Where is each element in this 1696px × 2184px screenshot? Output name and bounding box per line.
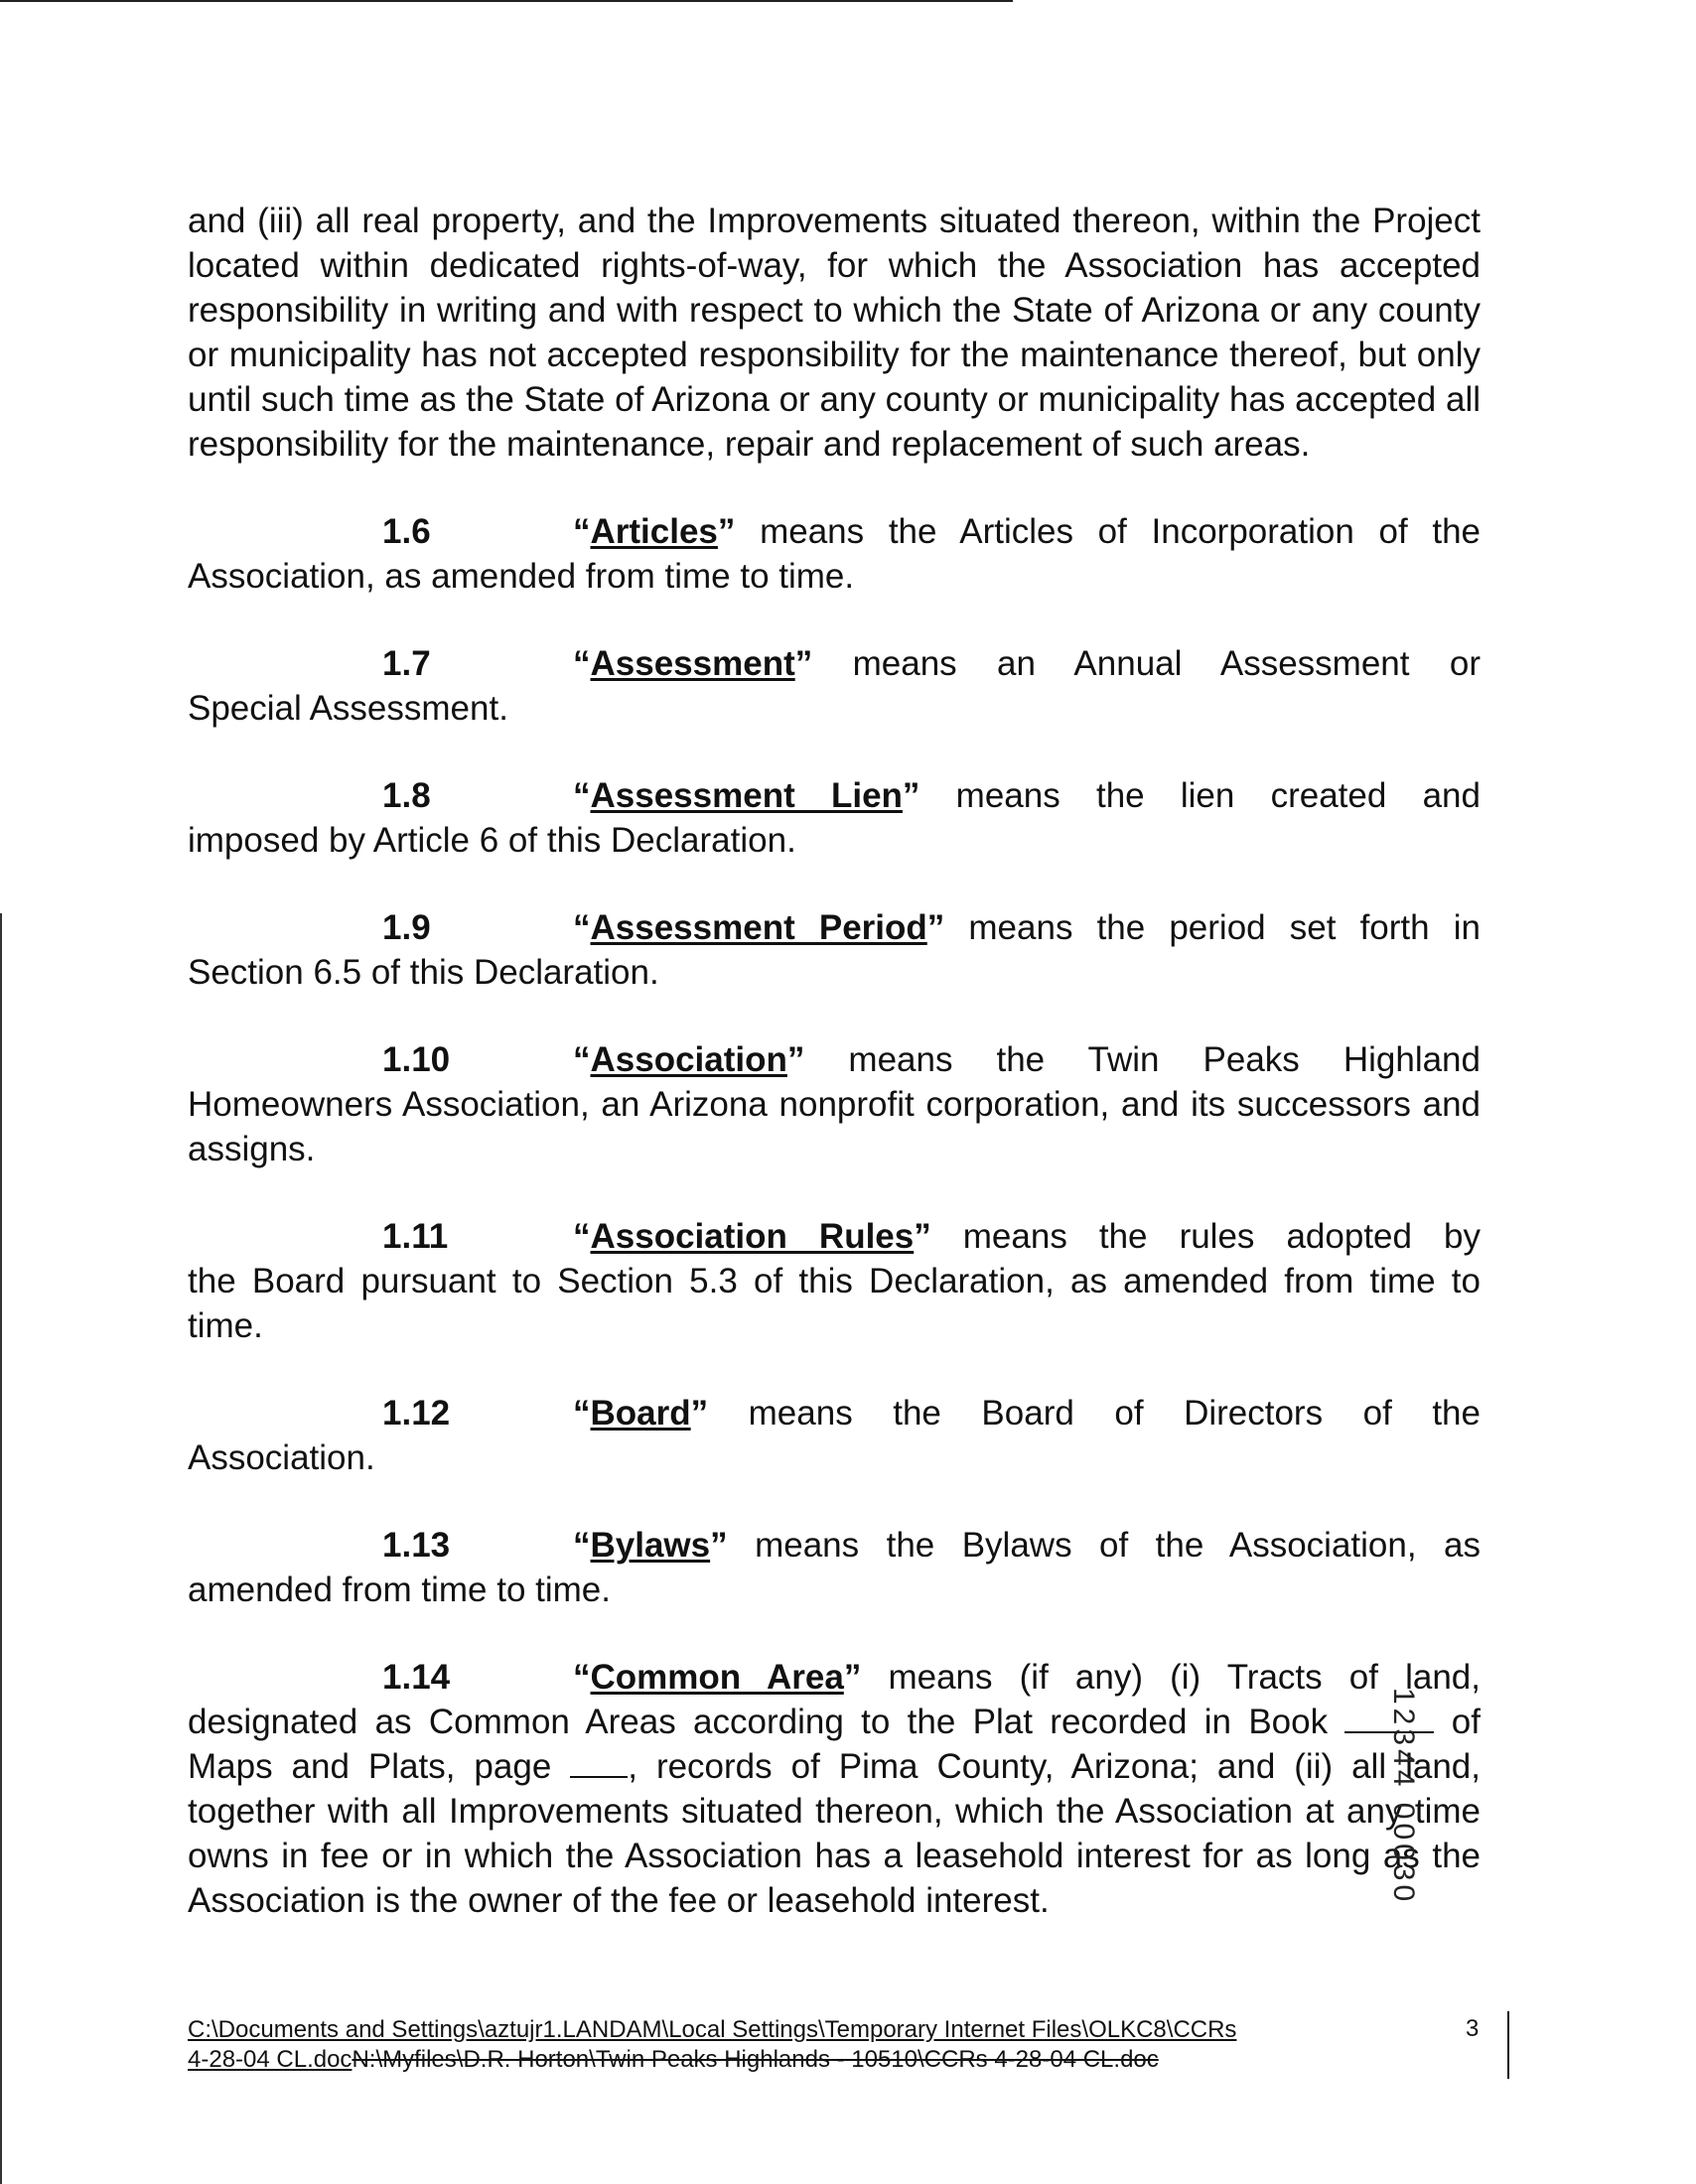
defined-term: Board	[590, 1394, 691, 1433]
definition-text: means the rules adopted by	[962, 1217, 1481, 1256]
intro-paragraph: and (iii) all real property, and the Improvements situated thereon, within the Project located within dedicated rights-of-way, for which the Association has accepted responsibility in writing and with respect to which the State of Arizona or any county or municipality has not accepted responsibility for the maintenance thereof, but only until such time as the State of Arizona or any county or municipality has accepted all responsibility for the maintenance, repair and replacement of such areas.	[188, 202, 1481, 464]
common-area-text-2: of Maps and Plats, page	[188, 1703, 1481, 1786]
definition-1-14: 1.14 “Common Area” means (if any) (i) Tracts of land, designated as Common Areas according to the Plat recorded in Book of Maps and Plats, page , records of Pima County, Arizona; and (ii) all land, together with all Improvements situated thereon, which the Association at any time owns in fee or in which the Association has a leasehold interest for as long as the Association is the owner of the fee or leasehold interest.	[188, 1655, 1481, 1923]
defined-term: Assessment	[590, 644, 795, 683]
definition-text: means an Annual Assessment or	[852, 644, 1481, 683]
section-number: 1.7	[382, 644, 431, 683]
page-blank	[570, 1746, 628, 1778]
top-scan-edge	[0, 0, 1013, 2]
defined-term: Articles	[590, 512, 718, 551]
recording-number: 12344 00030	[1387, 1688, 1420, 1906]
definition-continuation: Association.	[188, 1438, 375, 1477]
defined-term: Common Area	[590, 1658, 844, 1697]
section-number: 1.8	[382, 776, 431, 815]
section-number: 1.6	[382, 512, 431, 551]
defined-term: Assessment Period	[590, 908, 927, 947]
definition-1-8: 1.8 “Assessment Lien” means the lien created and imposed by Article 6 of this Declaration.	[188, 773, 1481, 863]
common-area-text-1: designated as Common Areas according to the Plat recorded in Book	[188, 1703, 1329, 1741]
footer-file-path	[188, 2015, 1459, 2075]
file-path-line-2	[188, 2045, 1459, 2075]
definition-text: means the Board of Directors of the	[748, 1394, 1481, 1433]
common-area-text-3: , records of Pima County, Arizona; and (ii) all land, together with all Improvements situated thereon, which the Association at any time owns in fee or in which the Association has a leasehold interest for as long as the Association is the owner of the fee or leasehold interest.	[188, 1747, 1481, 1920]
file-name: 4-28-04 CL.doc	[188, 2046, 353, 2073]
definition-1-7: 1.7 “Assessment” means an Annual Assessment or Special Assessment.	[188, 641, 1481, 731]
revision-bar	[1507, 2011, 1509, 2079]
definition-continuation: the Board pursuant to Section 5.3 of this Declaration, as amended from time to time.	[188, 1262, 1481, 1345]
section-number: 1.14	[382, 1658, 451, 1697]
file-path-line-1: C:\Documents and Settings\aztujr1.LANDAM\Local Settings\Temporary Internet Files\OLKC8\CCRs	[188, 2016, 1237, 2043]
document-body	[188, 199, 1481, 1966]
definition-continuation	[188, 1700, 1481, 1923]
definitions-list	[188, 509, 1481, 1923]
definition-text: means (if any) (i) Tracts of land,	[888, 1658, 1481, 1697]
definition-text: means the Articles of Incorporation of the	[760, 512, 1481, 551]
defined-term: Association Rules	[590, 1217, 915, 1256]
definition-continuation: Section 6.5 of this Declaration.	[188, 953, 659, 992]
definition-1-11: 1.11 “Association Rules” means the rules adopted by the Board pursuant to Section 5.3 of this Declaration, as amended from time to time.	[188, 1214, 1481, 1348]
section-number: 1.11	[382, 1217, 449, 1256]
definition-continuation: imposed by Article 6 of this Declaration.	[188, 821, 796, 860]
defined-term: Bylaws	[590, 1526, 711, 1565]
definition-text: means the Twin Peaks Highland	[848, 1040, 1481, 1079]
definition-text: means the lien created and	[955, 776, 1481, 815]
section-number: 1.12	[382, 1394, 451, 1433]
defined-term: Assessment Lien	[590, 776, 903, 815]
definition-1-12: 1.12 “Board” means the Board of Directors of the Association.	[188, 1391, 1481, 1480]
definition-1-6: 1.6 “Articles” means the Articles of Incorporation of the Association, as amended from time to time.	[188, 509, 1481, 599]
definition-continuation: Special Assessment.	[188, 689, 508, 728]
definition-1-10: 1.10 “Association” means the Twin Peaks Highland Homeowners Association, an Arizona nonprofit corporation, and its successors and assigns.	[188, 1037, 1481, 1171]
definition-1-13: 1.13 “Bylaws” means the Bylaws of the Association, as amended from time to time.	[188, 1523, 1481, 1612]
definition-continuation: Association, as amended from time to time.	[188, 557, 855, 596]
page-number: 3	[1466, 2015, 1480, 2042]
recording-stamp	[1380, 1688, 1440, 1926]
defined-term: Association	[590, 1040, 787, 1079]
definition-continuation: Homeowners Association, an Arizona nonprofit corporation, and its successors and assigns.	[188, 1085, 1481, 1168]
section-number: 1.10	[382, 1040, 451, 1079]
section-number: 1.13	[382, 1526, 451, 1565]
struck-file-path: N:\Myfiles\D.R. Horton\Twin Peaks Highlands - 10510\CCRs 4-28-04 CL.doc	[352, 2046, 1159, 2073]
section-number: 1.9	[382, 908, 431, 947]
definition-text: means the period set forth in	[968, 908, 1481, 947]
definition-1-9: 1.9 “Assessment Period” means the period set forth in Section 6.5 of this Declaration.	[188, 905, 1481, 995]
definition-text: means the Bylaws of the Association, as	[755, 1526, 1481, 1565]
definition-continuation: amended from time to time.	[188, 1570, 611, 1609]
left-scan-edge	[0, 913, 2, 2184]
